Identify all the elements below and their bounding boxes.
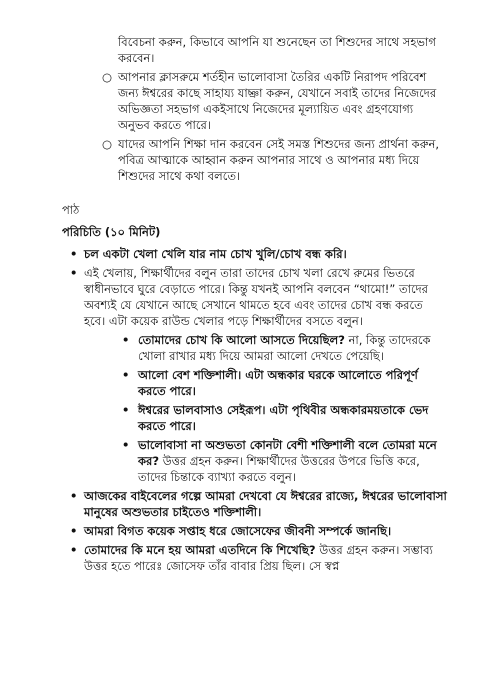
nested-bullet-2 — [62, 367, 447, 399]
bullet-text: আমরা বিগত কয়েক সপ্তাহ ধরে জোসেফের জীবনী সম্পর্কে জানছি। — [84, 524, 392, 538]
sub-item-2 — [62, 136, 447, 184]
bullet-icon: • — [70, 247, 78, 261]
bullet-icon: • — [122, 403, 130, 417]
nested-bullet-4 — [62, 437, 447, 485]
sub-item-text: আপনার ক্লাসরুমে শর্তহীন ভালোবাসা তৈরির একটি নিরাপদ পরিবেশ জন্য ঈশ্বরের কাছে সাহায্য যাচ্ঞা করুন, যেখানে সবাই তাদের নিজেদের অভিজ্ঞতা সহভাগ একইসাথে নিজেদের মূল্যায়িত এবং গ্রহণযোগ্য অনুভব করতে পারে। — [118, 70, 437, 132]
bullet-text: উত্তর গ্রহন করুন। সম্ভাব্য উত্তর হতে পারেঃ জোসেফ তাঁর বাবার প্রিয় ছিল। সে স্বপ্ন — [84, 543, 433, 573]
bullet-item-2 — [62, 265, 447, 329]
bullet-text: আজকের বাইবেলের গল্পে আমরা দেখবো যে ঈশ্বরের রাজ্যে, ঈশ্বরের ভালোবাসা মানুষের অশুভতার চাইতেও শক্তিশালী। — [84, 489, 447, 519]
bullet-item-5 — [62, 542, 447, 574]
bullet-text: এই খেলায়, শিক্ষার্থীদের বলুন তারা তাদের চোখ খলা রেখে রুমের ভিতরে স্বাধীনভাবে ঘুরে বেড়াতে পারে। কিন্তু যখনই আপনি বলবেন “থামো!” তাদের অবশ্যই যে যেখানে আছে সেখানে থামতে হবে এবং তাদের চোখ বন্ধ করতে হবে। এটা কয়েক রাউন্ড খেলার পড়ে শিক্ষার্থীদের বসতে বলুন। — [84, 266, 428, 328]
bullet-item-1 — [62, 246, 447, 262]
intro-heading: পরিচিতি (১০ মিনিট) — [62, 225, 161, 239]
bullet-bold-text: তোমাদের কি মনে হয় আমরা এতদিনে কি শিখেছি? — [84, 543, 316, 557]
sub-item-text: যাদের আপনি শিক্ষা দান করবেন সেই সমস্ত শিশুদের জন্য প্রার্থনা করুন, পবিত্র আত্মাকে আহ্বান করুন আপনার সাথে ও আপনার মধ্য দিয়ে শিশুদের সাথে কথা বলতে। — [118, 137, 440, 183]
nested-text: না, কিন্তু তাদেরকে খোলা রাখার মধ্য দিয়ে আমরা আলো দেখতে পেয়েছি। — [138, 333, 431, 363]
circle-bullet-icon: ○ — [102, 70, 113, 84]
nested-bold-text: আলো বেশ শক্তিশালী। এটা অন্ধকার ঘরকে আলোতে পরিপূর্ণ করতে পারে। — [138, 368, 418, 398]
bullet-icon: • — [122, 333, 130, 347]
bullet-item-3 — [62, 488, 447, 520]
nested-bold-text: তোমাদের চোখ কি আলো আসতে দিয়েছিল? — [138, 333, 345, 347]
bullet-icon: • — [70, 489, 78, 503]
bullet-icon: • — [70, 524, 78, 538]
nested-bold-text: ভালোবাসা না অশুভতা কোনটা বেশী শক্তিশালী বলে তোমরা মনে কর? — [138, 438, 437, 468]
nested-bullet-3 — [62, 402, 447, 434]
nested-text: উত্তর গ্রহন করুন। শিক্ষার্থীদের উত্তরের উপরে ভিত্তি করে, তাদের চিন্তাকে ব্যাখ্যা করতে বলুন। — [138, 454, 420, 484]
circle-bullet-icon: ○ — [102, 137, 113, 151]
bullet-icon: • — [70, 543, 78, 557]
continued-sub-item: বিবেচনা করুন, কিভাবে আপনি যা শুনেছেন তা শিশুদের সাথে সহভাগ করবেন। — [118, 35, 436, 65]
sub-item-1 — [62, 69, 447, 133]
bullet-icon: • — [122, 368, 130, 382]
bullet-item-4 — [62, 523, 447, 539]
lesson-heading: পাঠ — [62, 203, 80, 217]
bullet-icon: • — [122, 438, 130, 452]
nested-bullet-1 — [62, 332, 447, 364]
nested-bold-text: ঈশ্বরের ভালবাসাও সেইরূপ। এটা পৃথিবীর অন্ধকারময়তাকে ভেদ করতে পারে। — [138, 403, 429, 433]
bullet-icon: • — [70, 266, 78, 280]
bullet-text: চল একটা খেলা খেলি যার নাম চোখ খুলি/চোখ বন্ধ করি। — [84, 247, 347, 261]
